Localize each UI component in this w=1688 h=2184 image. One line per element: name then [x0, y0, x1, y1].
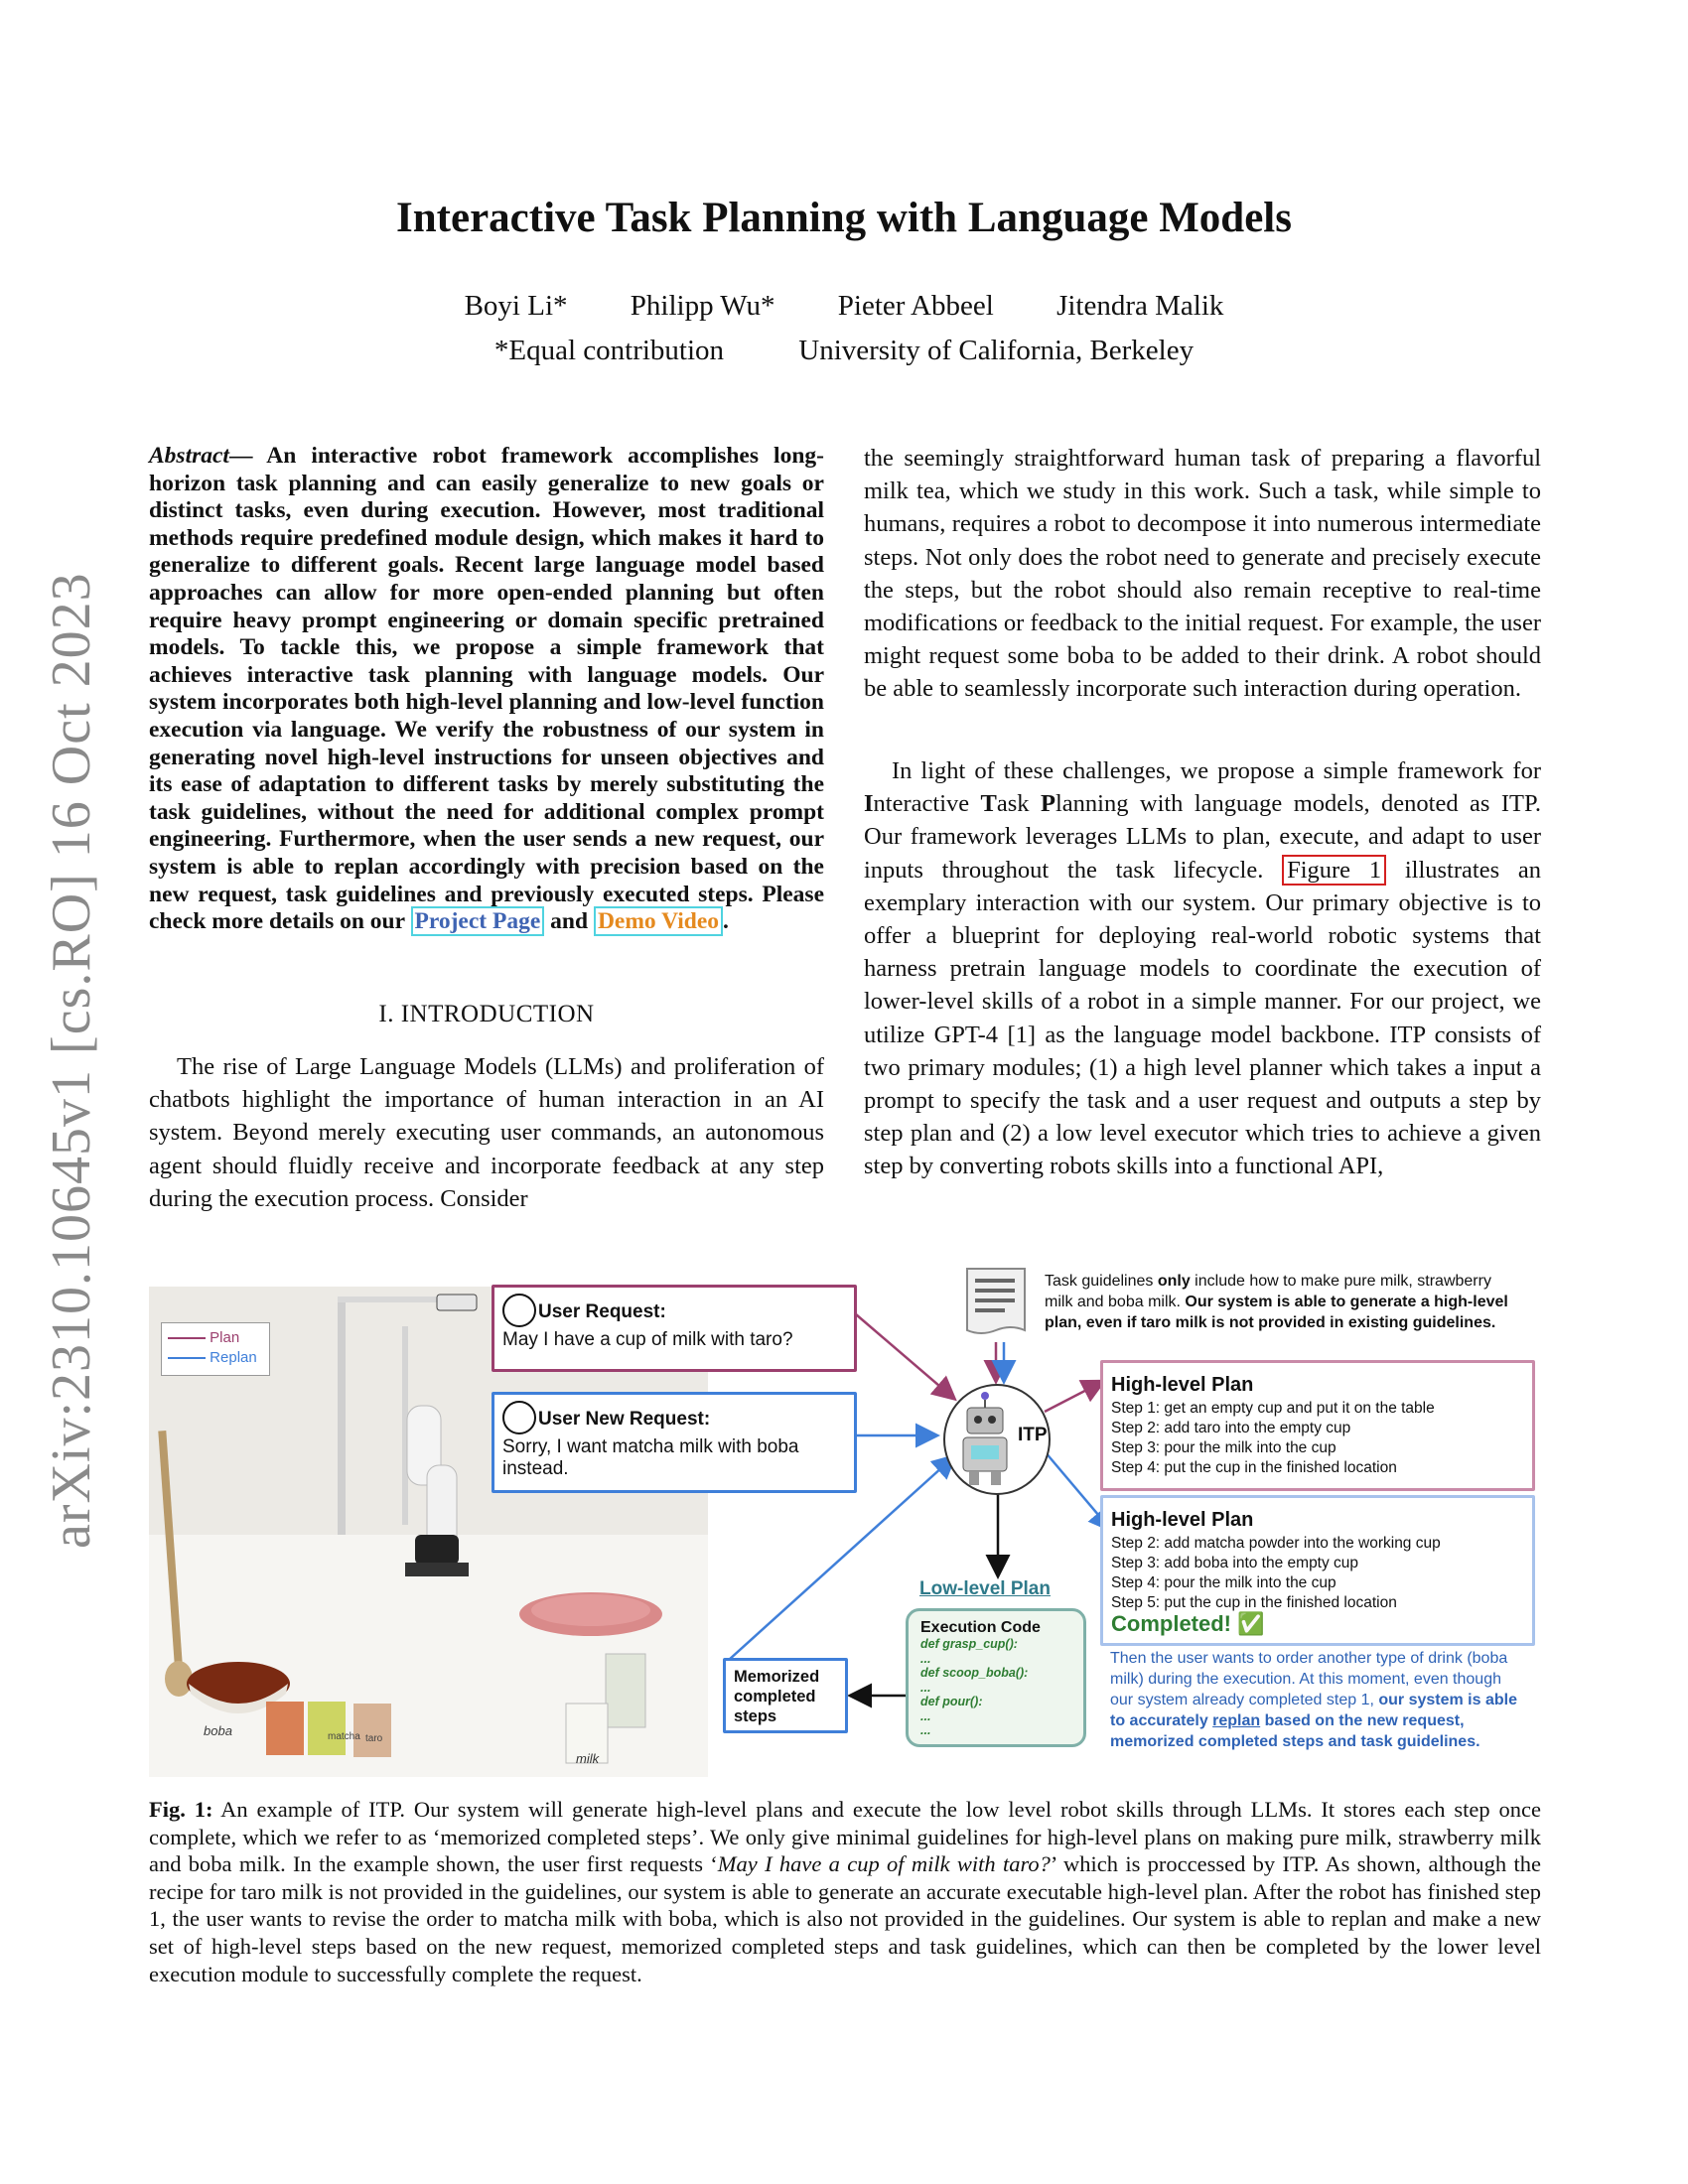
plan-step: Step 3: pour the milk into the cup: [1111, 1439, 1336, 1456]
user-avatar-icon: [502, 1294, 536, 1327]
text-run: include how to make pure milk, strawberry milk and boba milk.: [1045, 1273, 1491, 1310]
arxiv-watermark: arXiv:2310.10645v1 [cs.RO] 16 Oct 2023: [41, 572, 102, 1549]
text-run: lanning: [1055, 790, 1129, 818]
guidelines-note: [1045, 1271, 1511, 1333]
text-run: only: [1157, 1273, 1191, 1290]
itp-label: ITP: [1018, 1425, 1048, 1445]
text-run: nteractive: [873, 790, 981, 818]
paper-title: Interactive Task Planning with Language Models: [396, 195, 1292, 241]
author-name: Jitendra Malik: [1056, 290, 1224, 322]
high-level-plan-2: [1100, 1495, 1535, 1646]
text-run: P: [1040, 790, 1055, 818]
user-request-text: May I have a cup of milk with taro?: [502, 1329, 793, 1350]
user-new-request-box: [492, 1392, 857, 1493]
intro-paragraph: The rise of Large Language Models (LLMs) and proliferation of chatbots highlight the importance of human interaction in an AI system. Beyond merely executing user commands, an autonomous agent should fluidly receive and incorporate feedback at any step during the execution process. Consider: [149, 1053, 824, 1212]
plan-step: Step 3: add boba into the empty cup: [1111, 1555, 1359, 1571]
affiliation: [0, 335, 1688, 367]
abstract-body: — An interactive robot framework accomplishes long-horizon task planning and can easily generalize to new goals or distinct tasks, even during execution. However, most traditional methods require predefined module design, which makes it hard to generalize to different goals. Recent large language model based approaches can allow for more open-ended planning but often require heavy prompt engineering or domain specific pretrained models. To tackle this, we propose a simple framework that achieves interactive task planning with language models. Our system incorporates both high-level planning and low-level function execution via language. We verify the robustness of our system in generating novel high-level instructions for unseen objectives and its ease of adaptation to different tasks by merely substituting the task guidelines, without the need for additional complex prompt engineering. Furthermore, when the user sends a new request, our system is able to replan accordingly with precision based on the new request, task guidelines and previously executed steps. Please check more details on our: [149, 443, 824, 935]
text-run: Then the user wants to order another type of drink (boba milk) during the execution. At this moment, even though our system already completed step 1,: [1110, 1650, 1508, 1708]
user-request-title: User Request:: [538, 1301, 666, 1322]
text-run: ask: [996, 790, 1041, 818]
text-run: I: [864, 790, 874, 818]
photo-label-taro: taro: [365, 1733, 383, 1744]
code-line: def pour():: [920, 1695, 983, 1708]
author-name: Philipp Wu*: [630, 290, 775, 322]
user-new-request-text: Sorry, I want matcha milk with boba instead.: [502, 1436, 799, 1479]
text-run: illustrates an exemplary interaction with our system. Our primary objective is to offer a blueprint for deploying real-world robotic systems that harness pretrain language models to coordinate the execution of lower-level skills of a robot in a simple manner. For our project, we utilize GPT-4 [1] as the language model backbone. ITP consists of two primary modules; (1) a high level planner which takes a input a prompt to specify the task and a user request and outputs a step by step plan and (2) a low level executor which tries to achieve a given step by converting robots skills into a functional API,: [864, 856, 1541, 1180]
plan-title: High-level Plan: [1111, 1374, 1254, 1396]
text-run: In light of these challenges, we propose a simple framework for: [892, 757, 1541, 784]
plan-step: Step 2: add matcha powder into the working cup: [1111, 1535, 1441, 1552]
execution-code-box: [906, 1608, 1086, 1747]
text-run: based on the new request, memorized completed steps and task guidelines.: [1110, 1712, 1480, 1750]
text-run: replan: [1212, 1712, 1261, 1729]
plan-title: High-level Plan: [1111, 1509, 1254, 1531]
abstract: [149, 443, 824, 936]
memorized-steps-box: [723, 1658, 848, 1733]
photo-label-boba: boba: [204, 1723, 232, 1738]
text-run: Task guidelines: [1045, 1273, 1158, 1290]
figure-1-link[interactable]: Figure 1: [1282, 855, 1386, 886]
figure-caption: [149, 1796, 1541, 1987]
author-list: [0, 290, 1688, 323]
code-line: ...: [920, 1680, 931, 1695]
legend-replan-label: Replan: [210, 1349, 257, 1366]
figure-1: [149, 1263, 1541, 1779]
right-paragraph-2: [864, 754, 1541, 1183]
abstract-end: .: [723, 908, 729, 935]
caption-label: Fig. 1:: [149, 1797, 213, 1822]
completed-badge: Completed! ✅: [1111, 1611, 1265, 1636]
author-name: Pieter Abbeel: [837, 290, 994, 322]
user-new-request-title: User New Request:: [538, 1409, 711, 1430]
text-run: our system is able to accurately: [1110, 1692, 1517, 1729]
text-run: An example of ITP. Our system will generate high-level plans and execute the low level robot skills through LLMs. It stores each step once complete, which we refer to as ‘memorized completed steps’. We only give minimal guidelines for high-level plans on making pure milk, strawberry milk and boba milk. In the example shown, the user first requests ‘: [149, 1797, 1541, 1877]
section-heading: I. INTRODUCTION: [378, 1001, 595, 1027]
legend-plan-label: Plan: [210, 1329, 240, 1346]
institution: University of California, Berkeley: [798, 335, 1195, 366]
replan-note: [1110, 1648, 1527, 1752]
photo-label-matcha: matcha: [328, 1731, 360, 1742]
user-request-box: [492, 1285, 857, 1372]
code-line: ...: [920, 1651, 931, 1666]
code-line: ...: [920, 1723, 931, 1737]
demo-video-link[interactable]: Demo Video: [594, 906, 723, 936]
author-name: Boyi Li*: [464, 290, 568, 322]
execution-code-title: Execution Code: [920, 1619, 1041, 1636]
text-run: with language models, denoted as ITP. Our framework leverages LLMs to plan, execute, and adapt to user inputs throughout the task lifecycle.: [864, 790, 1541, 884]
text-run: ’ which is proccessed by ITP. As shown, although the recipe for taro milk is not provided in the guidelines, our system is able to generate an accurate executable high-level plan. After the robot has finished step 1, the user wants to revise the order to matcha milk with boba, which is also not provided in the guidelines. Our system is able to replan and make a new set of high-level steps based on the new request, memorized completed steps and task guidelines, which can then be completed by the lower level execution module to successfully complete the request.: [149, 1851, 1541, 1986]
code-line: def scoop_boba():: [920, 1666, 1029, 1680]
plan-step: Step 1: get an empty cup and put it on the table: [1111, 1400, 1435, 1417]
user-avatar-icon: [502, 1401, 536, 1434]
code-line: ...: [920, 1708, 931, 1723]
high-level-plan-1: [1100, 1360, 1535, 1491]
document-icon: [961, 1265, 1031, 1344]
abstract-lead: Abstract: [149, 443, 229, 469]
right-paragraph-1: the seemingly straightforward human task of preparing a flavorful milk tea, which we study in this work. Such a task, while simple to humans, requires a robot to decompose it into numerous intermediate steps. Not only does the robot need to generate and precisely execute the steps, but the robot should also remain receptive to real-time modifications or feedback to the initial request. For example, the user might request some boba to be added to their drink. A robot should be able to seamlessly incorporate such interaction during operation.: [864, 445, 1541, 703]
text-run: May I have a cup of milk with taro?: [717, 1851, 1051, 1877]
plan-step: Step 4: put the cup in the finished location: [1111, 1459, 1397, 1476]
execution-code-lines: [920, 1637, 1028, 1738]
text-run: T: [980, 790, 997, 818]
plan-step: Step 4: pour the milk into the cup: [1111, 1574, 1336, 1591]
abstract-and: and: [550, 908, 589, 935]
code-line: def grasp_cup():: [920, 1637, 1018, 1651]
memorized-steps-label: Memorized completed steps: [734, 1668, 820, 1725]
photo-label-milk: milk: [576, 1751, 600, 1766]
low-level-plan-label: Low-level Plan: [919, 1578, 1051, 1599]
plan-step: Step 2: add taro into the empty cup: [1111, 1420, 1351, 1436]
text-run: Our system is able to generate a high-level plan, even if taro milk is not provided in existing guidelines.: [1045, 1294, 1508, 1331]
project-page-link[interactable]: Project Page: [411, 906, 545, 936]
plan-step: Step 5: put the cup in the finished location: [1111, 1594, 1397, 1611]
equal-contribution-note: *Equal contribution: [493, 335, 725, 366]
